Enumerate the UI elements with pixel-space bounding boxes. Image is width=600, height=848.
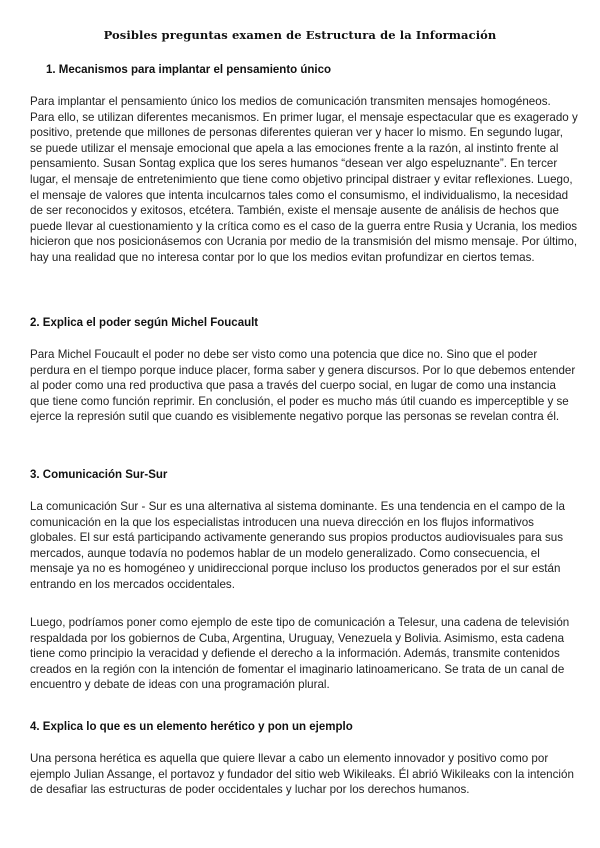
section-1-paragraph-1: Para implantar el pensamiento único los medios de comunicación transmiten mensajes homogéneos. Para ello, se utilizan diferentes mecanismos. En primer lugar, el mensaje espectacular que es exagerado y positivo, pretende que millones de personas diferentes quieran ver y hacer lo mismo. En segundo lugar, se puede utilizar el mensaje emocional que apela a las emociones frente a la razón, al instinto frente al pensamiento. Susan Sontag explica que los seres humanos “desean ver algo espeluznante”. En tercer lugar, el mensaje de entretenimiento que tiene como objetivo principal distraer y evitar reflexiones. Luego, el mensaje de valores que intenta inculcarnos tales como el consumismo, el individualismo, la necesidad de ser reconocidos y exitosos, etcétera. También, existe el mensaje ausente de análisis de hechos que puede llevar al cuestionamiento y la crítica como es el caso de la guerra entre Rusia y Ucrania, los medios hicieron que nos posicionásemos con Ucrania por medio de la transmisión del mismo mensaje. Por último, hay una realidad que no interesa contar por lo que los medios evitan profundizar en ciertos temas. xyxy=(30,95,578,264)
section-4-heading: 4. Explica lo que es un elemento herético y pon un ejemplo xyxy=(30,721,353,733)
section-2-heading: 2. Explica el poder según Michel Foucault xyxy=(30,317,259,329)
section-3-paragraph-2: Luego, podríamos poner como ejemplo de este tipo de comunicación a Telesur, una cadena de televisión respaldada por los gobiernos de Cuba, Argentina, Uruguay, Venezuela y Bolivia. Asimismo, esta cadena tiene como principio la veracidad y defiende el derecho a la información. Además, transmite contenidos creados en la región con la intención de fomentar el imaginario latinoamericano. Se trata de un canal de encuentro y debate de ideas con una programación plural. xyxy=(30,616,570,692)
section-3-paragraph-1: La comunicación Sur - Sur es una alternativa al sistema dominante. Es una tendencia en el campo de la comunicación en la que los especialistas introducen una nueva dirección en los flujos informativos globales. El sur está participando activamente generando sus propios productos audiovisuales para sus mercados, aunque todavía no podemos hablar de un modelo generalizado. Como consecuencia, el mensaje ya no es homogéneo y unidireccional porque incluso los productos generados por el sur están entrando en los mercados occidentales. xyxy=(30,500,565,591)
section-4-paragraph-1: Una persona herética es aquella que quiere llevar a cabo un elemento innovador y positivo como por ejemplo Julian Assange, el portavoz y fundador del sitio web Wikileaks. Él abrió Wikileaks con la intención de desafiar las estructuras de poder occidentales y luchar por los derechos humanos. xyxy=(30,752,574,797)
document-title: Posibles preguntas examen de Estructura de la Información xyxy=(103,28,497,42)
section-1-heading: 1. Mecanismos para implantar el pensamiento único xyxy=(46,64,332,76)
section-2-paragraph-1: Para Michel Foucault el poder no debe ser visto como una potencia que dice no. Sino que el poder perdura en el tiempo porque induce placer, forma saber y genera discursos. Por lo que debemos entender al poder como una red productiva que pasa a través del cuerpo social, en lugar de como una instancia que tiene como función reprimir. En conclusión, el poder es mucho más útil cuando es imperceptible y se ejerce la represión sutil que cuando es visiblemente negativo porque las personas se revelan contra él. xyxy=(30,348,576,424)
section-3-heading: 3. Comunicación Sur-Sur xyxy=(30,469,168,481)
